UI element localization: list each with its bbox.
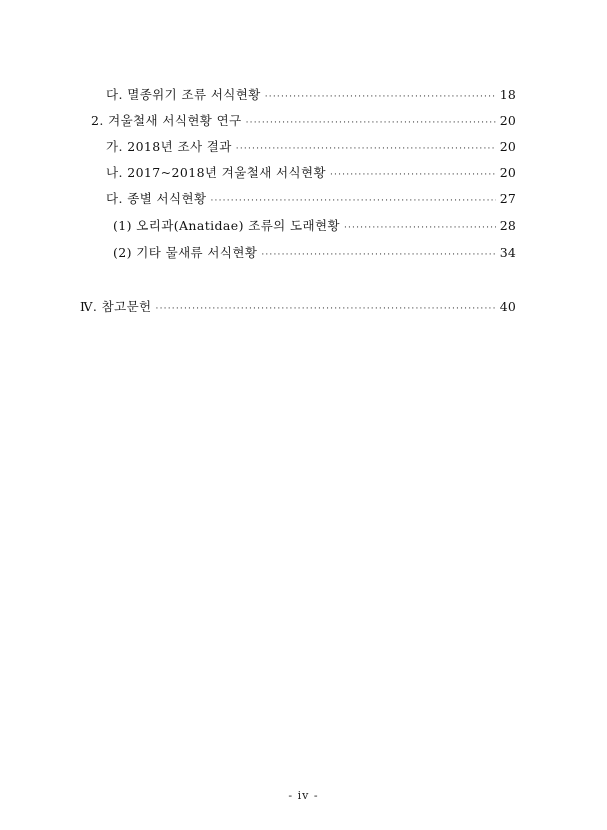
toc-entry-anatidae[interactable] <box>113 217 516 235</box>
toc-entry-page: 20 <box>499 139 516 154</box>
toc-entry-title: (2) 기타 물새류 서식현황 <box>113 245 258 260</box>
toc-entry-page: 34 <box>499 245 516 260</box>
toc-entry-title: 2. 겨울철새 서식현황 연구 <box>91 113 242 128</box>
page-number-footer: - iv - <box>288 789 319 802</box>
toc-dot-leader <box>236 140 496 158</box>
toc-dot-leader <box>265 88 496 106</box>
toc-entry-winter-birds-study[interactable] <box>91 112 516 130</box>
toc-entry-title: 나. 2017~2018년 겨울철새 서식현황 <box>106 165 326 180</box>
toc-entry-endangered-birds[interactable] <box>106 86 516 104</box>
toc-entry-title: 다. 멸종위기 조류 서식현황 <box>106 87 261 102</box>
toc-entry-page: 20 <box>499 165 516 180</box>
toc-entry-title: (1) 오리과(Anatidae) 조류의 도래현황 <box>113 218 340 233</box>
toc-entry-title: Ⅳ. 참고문헌 <box>80 299 152 314</box>
toc-entry-species-status[interactable] <box>106 190 516 208</box>
toc-dot-leader <box>210 192 495 210</box>
toc-entry-2018-survey-results[interactable] <box>106 138 516 156</box>
toc-entry-other-waterbirds[interactable] <box>113 244 516 262</box>
toc-dot-leader <box>246 114 496 132</box>
toc-entry-page: 20 <box>499 113 516 128</box>
toc-dot-leader <box>344 219 496 237</box>
toc-dot-leader <box>156 300 496 318</box>
toc-dot-leader <box>261 246 495 264</box>
toc-dot-leader <box>330 166 496 184</box>
toc-entry-title: 다. 종별 서식현황 <box>106 191 207 206</box>
toc-entry-page: 27 <box>499 191 516 206</box>
toc-entry-page: 40 <box>499 299 516 314</box>
toc-entry-page: 18 <box>499 87 516 102</box>
toc-entry-title: 가. 2018년 조사 결과 <box>106 139 232 154</box>
toc-entry-2017-2018-winter-birds[interactable] <box>106 164 516 182</box>
toc-entry-page: 28 <box>499 218 516 233</box>
toc-entry-references[interactable] <box>80 298 516 316</box>
